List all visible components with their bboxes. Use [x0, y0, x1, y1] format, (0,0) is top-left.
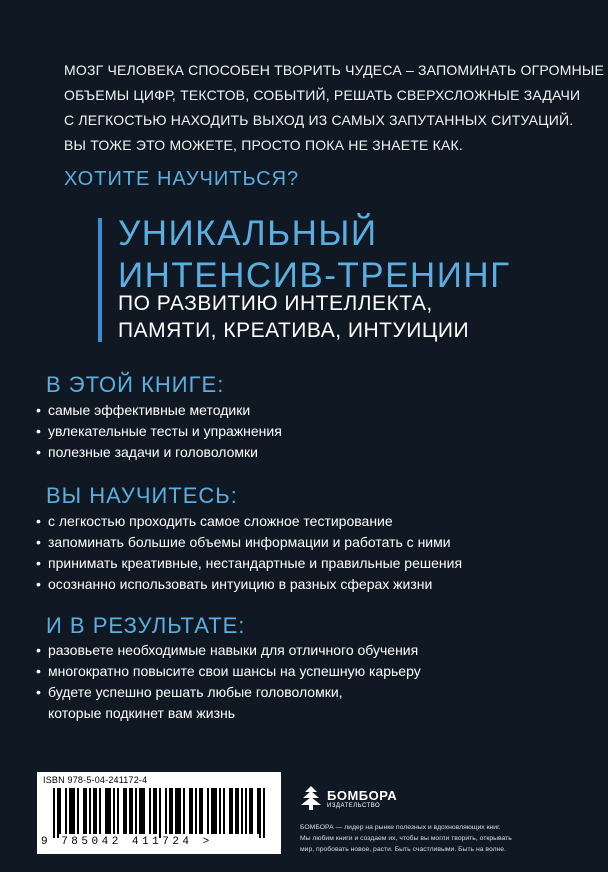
ean-digits: 9 785042 411724 > — [41, 836, 213, 848]
barcode-bar — [237, 788, 239, 834]
barcode-bar — [183, 788, 185, 834]
barcode-bar — [83, 788, 85, 834]
barcode-bar — [211, 788, 213, 834]
list-item: • увлекательные тесты и упражнения — [36, 421, 282, 442]
barcode-bar — [143, 788, 145, 834]
barcode-bar — [99, 788, 101, 834]
barcode-bar — [113, 788, 115, 834]
barcode-bar — [131, 788, 133, 834]
barcode-bar — [199, 788, 201, 834]
barcode-bar — [201, 788, 203, 834]
barcode-bar — [93, 788, 95, 834]
barcode-bar — [95, 788, 97, 834]
barcode-bar — [65, 788, 67, 834]
publisher-description — [300, 822, 590, 855]
intro-line: ОБЪЕМЫ ЦИФР, ТЕКСТОВ, СОБЫТИЙ, РЕШАТЬ СВЕРХСЛОЖНЫЕ ЗАДАЧИ — [64, 87, 581, 103]
headline-subtitle — [118, 290, 469, 344]
list-item: • запоминать большие объемы информации и работать с ними — [36, 532, 462, 553]
barcode-bar — [109, 788, 111, 834]
barcode-bar — [149, 788, 151, 834]
intro-line: С ЛЕГКОСТЬЮ НАХОДИТЬ ВЫХОД ИЗ САМЫХ ЗАПУТАННЫХ СИТУАЦИЙ. — [64, 112, 574, 128]
barcode-bar — [107, 788, 109, 834]
barcode-bar — [155, 788, 157, 834]
barcode-box — [37, 772, 281, 854]
barcode-bar — [213, 788, 215, 834]
barcode-bar — [219, 788, 221, 834]
bullet: • — [36, 423, 41, 439]
bullet: • — [36, 534, 41, 550]
list-item: • принимать креативные, нестандартные и правильные решения — [36, 553, 462, 574]
publisher-name: БОМБОРА — [327, 788, 398, 803]
section-heading-you-learn: ВЫ НАУЧИТЕСЬ: — [46, 483, 238, 508]
barcode-bar — [69, 788, 71, 834]
question-heading: ХОТИТЕ НАУЧИТЬСЯ? — [64, 168, 300, 190]
barcode-bar — [165, 788, 167, 834]
barcode-bar — [77, 788, 79, 834]
bullet: • — [36, 684, 41, 700]
barcode-bar — [89, 788, 91, 834]
barcode-bar — [141, 788, 143, 834]
publisher-description-line: Мы любим книги и создаем их, чтобы вы могли творить, открывать — [300, 835, 512, 842]
barcode-bar — [177, 788, 179, 834]
section-list-in-book — [36, 400, 282, 463]
bullet: • — [36, 642, 41, 658]
barcode-bar — [123, 788, 125, 834]
barcode-bar — [57, 788, 59, 838]
barcode-bar — [259, 788, 261, 838]
list-item: • осознанно использовать интуицию в разных сферах жизни — [36, 574, 462, 595]
barcode-bar — [135, 788, 137, 834]
bullet: • — [36, 444, 41, 460]
barcode-bar — [223, 788, 225, 834]
headline-title-line: УНИКАЛЬНЫЙ — [118, 214, 378, 253]
barcode-bar — [53, 788, 55, 838]
list-item: • разовьете необходимые навыки для отличного обучения — [36, 640, 421, 661]
barcode-bar — [215, 788, 217, 834]
barcode-bar — [129, 788, 131, 834]
intro-paragraph — [64, 58, 605, 158]
barcode-bar — [59, 788, 61, 834]
isbn-label: ISBN 978-5-04-241172-4 — [43, 775, 148, 785]
barcode-bar — [85, 788, 87, 834]
intro-line: МОЗГ ЧЕЛОВЕКА СПОСОБЕН ТВОРИТЬ ЧУДЕСА – ЗАПОМИНАТЬ ОГРОМНЫЕ — [64, 62, 605, 78]
bullet: • — [36, 663, 41, 679]
barcode-bar — [245, 788, 247, 834]
headline-subtitle-line: ПО РАЗВИТИЮ ИНТЕЛЛЕКТА, — [118, 292, 433, 315]
headline-subtitle-line: ПАМЯТИ, КРЕАТИВА, ИНТУИЦИИ — [118, 319, 470, 342]
headline-accent-bar — [98, 218, 102, 342]
list-item: • будете успешно решать любые головоломки, которые подкинет вам жизнь — [36, 682, 421, 724]
publisher-subname: ИЗДАТЕЛЬСТВО — [327, 803, 381, 809]
section-heading-result: И В РЕЗУЛЬТАТЕ: — [46, 613, 246, 638]
barcode-bar — [191, 788, 193, 834]
barcode-bar — [249, 788, 251, 834]
list-item: • самые эффективные методики — [36, 400, 282, 421]
barcode-bar — [195, 788, 197, 834]
section-list-you-learn — [36, 511, 462, 595]
barcode-bar — [175, 788, 177, 834]
barcode-bar — [125, 788, 127, 834]
barcode-bar — [117, 788, 119, 834]
section-heading-in-book: В ЭТОЙ КНИГЕ: — [46, 372, 225, 397]
bullet: • — [36, 576, 41, 592]
bullet: • — [36, 402, 41, 418]
barcode-bar — [263, 788, 265, 838]
barcode-bar — [231, 788, 233, 834]
barcode-bar — [171, 788, 173, 834]
barcode-bar — [179, 788, 181, 834]
publisher-description-line: БОМБОРА — лидер на рынке полезных и вдохновляющих книг. — [300, 824, 501, 831]
barcode-icon — [53, 788, 265, 838]
list-item: • с легкостью проходить самое сложное тестирование — [36, 511, 462, 532]
bullet: • — [36, 513, 41, 529]
list-item: • многократно повысите свои шансы на успешную карьеру — [36, 661, 421, 682]
intro-line: ВЫ ТОЖЕ ЭТО МОЖЕТЕ, ПРОСТО ПОКА НЕ ЗНАЕТЕ КАК. — [64, 137, 463, 153]
barcode-bar — [229, 788, 231, 834]
barcode-bar — [189, 788, 191, 834]
barcode-bar — [153, 788, 155, 834]
publisher-description-line: мир, пробовать новое, расти. Быть счастливыми. Быть на волне. — [300, 846, 506, 853]
barcode-bar — [235, 788, 237, 834]
barcode-bar — [159, 788, 161, 838]
list-item: • полезные задачи и головоломки — [36, 442, 282, 463]
barcode-bar — [251, 788, 253, 834]
list-item-continuation: которые подкинет вам жизнь — [48, 705, 236, 721]
barcode-bar — [73, 788, 75, 834]
barcode-bar — [71, 788, 73, 834]
barcode-bar — [169, 788, 171, 834]
barcode-bar — [241, 788, 243, 834]
section-list-result — [36, 640, 421, 724]
tree-stack-icon — [300, 786, 322, 810]
barcode-bar — [207, 788, 209, 834]
headline-title — [118, 213, 511, 297]
barcode-bar — [139, 788, 141, 834]
barcode-bar — [257, 788, 259, 834]
bullet: • — [36, 555, 41, 571]
barcode-bar — [105, 788, 107, 834]
headline-title-line: ИНТЕНСИВ-ТРЕНИНГ — [118, 256, 511, 295]
